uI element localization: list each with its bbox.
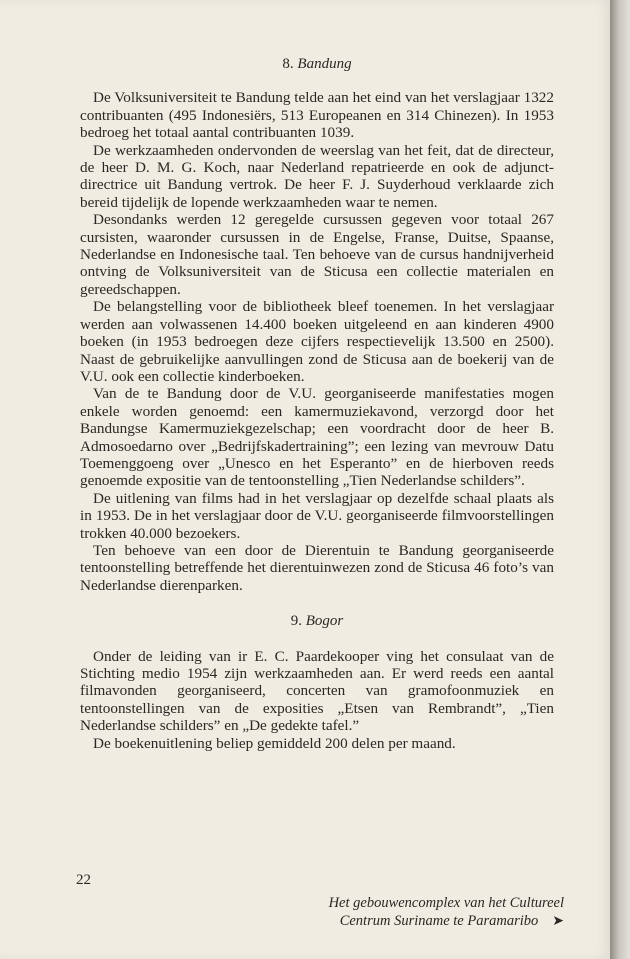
photo-caption (329, 894, 564, 931)
section-number: 8. (282, 56, 294, 72)
section-number: 9. (290, 613, 302, 630)
paragraph: De belangstelling voor de bibliotheek bleef toenemen. In het verslagjaar werden aan volwassenen 14.400 boeken uitgeleend en aan kinderen 4900 boeken (in 1953 bedroegen deze cijfers respectievelijk 13.500 en 2500). Naast de gebruikelijke aanvullingen zond de Sticusa aan de boekerij van de V.U. ook een collectie kinderboeken. (80, 298, 554, 385)
paragraph: De Volksuniversiteit te Bandung telde aan het eind van het verslagjaar 1322 contribuanten (495 Indonesiërs, 513 Europeanen en 314 Chinezen). In 1953 bedroeg het totaal aantal contribuanten 1039. (80, 89, 554, 142)
paragraph: De werkzaamheden ondervonden de weerslag van het feit, dat de directeur, de heer D. M. G. Koch, naar Nederland repatrieerde en ook de adjunct-directrice uit Bandung vertrok. De heer F. J. Suyderhoud verklaarde zich bereid tijdelijk de lopende werkzaamheden waar te nemen. (80, 141, 554, 211)
section-heading-bogor (80, 613, 554, 630)
arrow-right-icon: ➤ (552, 914, 564, 929)
paragraph: De uitlening van films had in het verslagjaar op dezelfde schaal plaats als in 1953. De in het verslagjaar door de V.U. georganiseerde filmvoorstellingen trokken 40.000 bezoekers. (80, 489, 554, 542)
page-number: 22 (76, 872, 91, 888)
section-heading-bandung (80, 56, 554, 73)
paragraph: Ten behoeve van een door de Dierentuin te Bandung georganiseerde tentoonstelling betreffende het dierentuinwezen zond de Sticusa 46 foto’s van Nederlandse dierenparken. (80, 541, 554, 594)
caption-text: Centrum Suriname te Paramaribo (339, 913, 539, 929)
caption-line-2 (329, 912, 564, 931)
paragraph: Onder de leiding van ir E. C. Paardekooper ving het consulaat van de Stichting medio 1954 zijn werkzaamheden aan. Er werd reeds een aantal filmavonden georganiseerd, concerten van gramofoonmuziek en tentoonstellingen van de exposities „Etsen van Rembrandt”, „Tien Nederlandse schilders” en „De gedekte tafel.” (80, 647, 554, 735)
caption-line: Het gebouwencomplex van het Cultureel (328, 895, 564, 911)
paragraph: Desondanks werden 12 geregelde cursussen gegeven voor totaal 267 cursisten, waaronder cursussen in de Engelse, Franse, Duitse, Spaanse, Nederlandse en Indonesische taal. Ten behoeve van de cursus handnijverheid ontving de Volksuniversiteit van de Sticusa een collectie materialen en gereedschappen. (80, 211, 554, 298)
paragraph: Van de te Bandung door de V.U. georganiseerde manifestaties mogen enkele worden genoemd: een kamermuziekavond, verzorgd door het Bandungse Kamermuziekgezelschap; een voordracht door de heer B. Admosoedarno over „Bedrijfskadertraining”; een lezing van mevrouw Datu Toemenggoeng over „Unesco en het Esperanto” en de hierboven reeds genoemde expositie van de tentoonstelling „Tien Nederlandse schilders”. (80, 385, 554, 490)
body-text (80, 56, 554, 752)
section-name: Bogor (305, 613, 344, 630)
paragraph: De boekenuitlening beliep gemiddeld 200 delen per maand. (93, 734, 456, 752)
book-spine-edge (610, 0, 630, 959)
section-name: Bandung (297, 56, 352, 72)
